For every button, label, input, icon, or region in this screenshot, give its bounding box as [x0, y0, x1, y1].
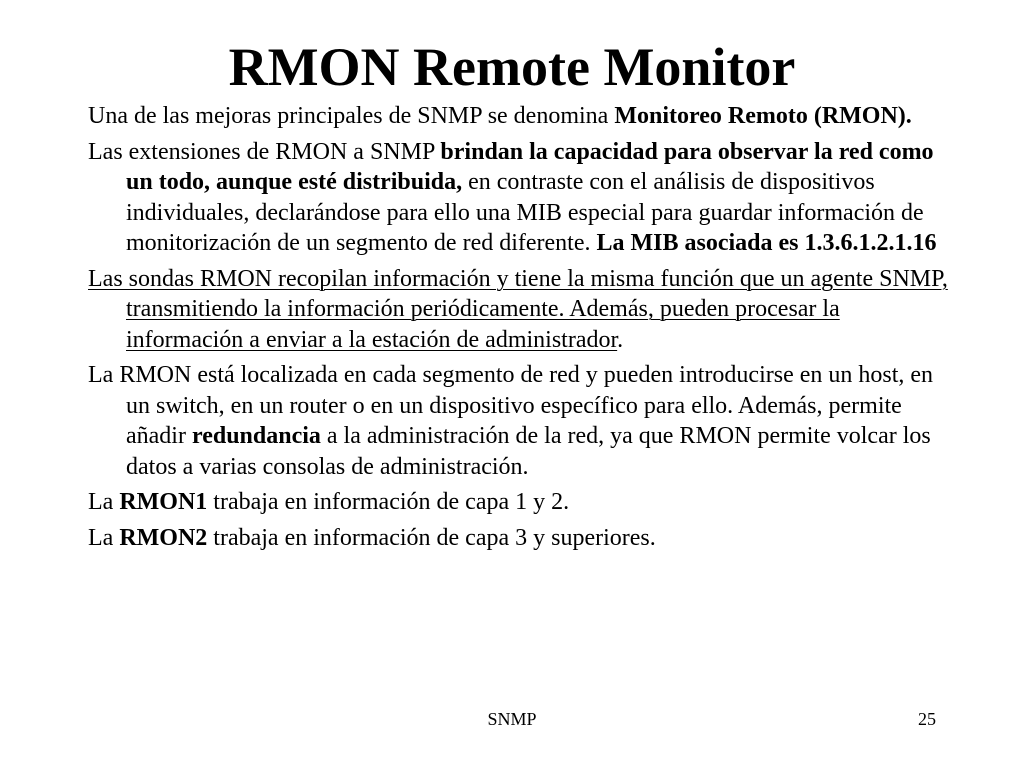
- bold-text-segment: RMON1: [119, 489, 208, 515]
- slide-body: [88, 101, 948, 558]
- text-segment: La RMON está localizada en cada segmento de red y pueden introducirse en un host, en un switch, en un router o en un dispositivo específico para ello. Además, permite añadir: [88, 362, 934, 449]
- paragraph-rmon2: [88, 523, 948, 554]
- bold-text-segment: brindan la capacidad para observar la red como un todo, aunque esté distribuida,: [126, 138, 934, 195]
- bold-text-segment: redundancia: [191, 423, 321, 449]
- text-segment: a la administración de la red, ya que RMON permite volcar los datos a varias consolas de administración.: [126, 423, 931, 480]
- text-segment: trabaja en información de capa 3 y superiores.: [207, 524, 656, 551]
- paragraph-rmon-probes: [88, 264, 948, 356]
- bold-text-segment: RMON2: [119, 524, 208, 551]
- text-segment: La: [88, 489, 120, 515]
- footer-title: SNMP: [487, 709, 537, 729]
- mib-oid-text: La MIB asociada es 1.3.6.1.2.1.16: [596, 230, 937, 256]
- text-segment: Las extensiones de RMON a SNMP: [88, 138, 441, 165]
- text-segment: Una de las mejoras principales de SNMP se denomina: [88, 103, 615, 129]
- underlined-text-segment: Las sondas RMON recopilan información y tiene la misma función que un agente SNMP, transmitiendo la información periódicamente. Además, pueden procesar la información a enviar a la estación de administrador: [88, 265, 948, 353]
- text-segment: La: [88, 524, 120, 551]
- paragraph-rmon-intro: [88, 101, 948, 132]
- text-segment: trabaja en información de capa 1 y 2.: [207, 489, 570, 515]
- page-number: 25: [918, 709, 936, 729]
- slide-title: RMON Remote Monitor: [228, 37, 796, 97]
- text-segment: en contraste con el análisis de dispositivos individuales, declarándose para ello una MIB especial para guardar información de monitorización de un segmento de red diferente.: [126, 169, 924, 256]
- paragraph-rmon-extensions: [88, 137, 948, 259]
- bold-text-segment: Monitoreo Remoto (RMON).: [614, 103, 912, 129]
- text-segment: .: [617, 326, 624, 353]
- paragraph-rmon-location: [88, 360, 948, 482]
- paragraph-rmon1: [88, 487, 948, 518]
